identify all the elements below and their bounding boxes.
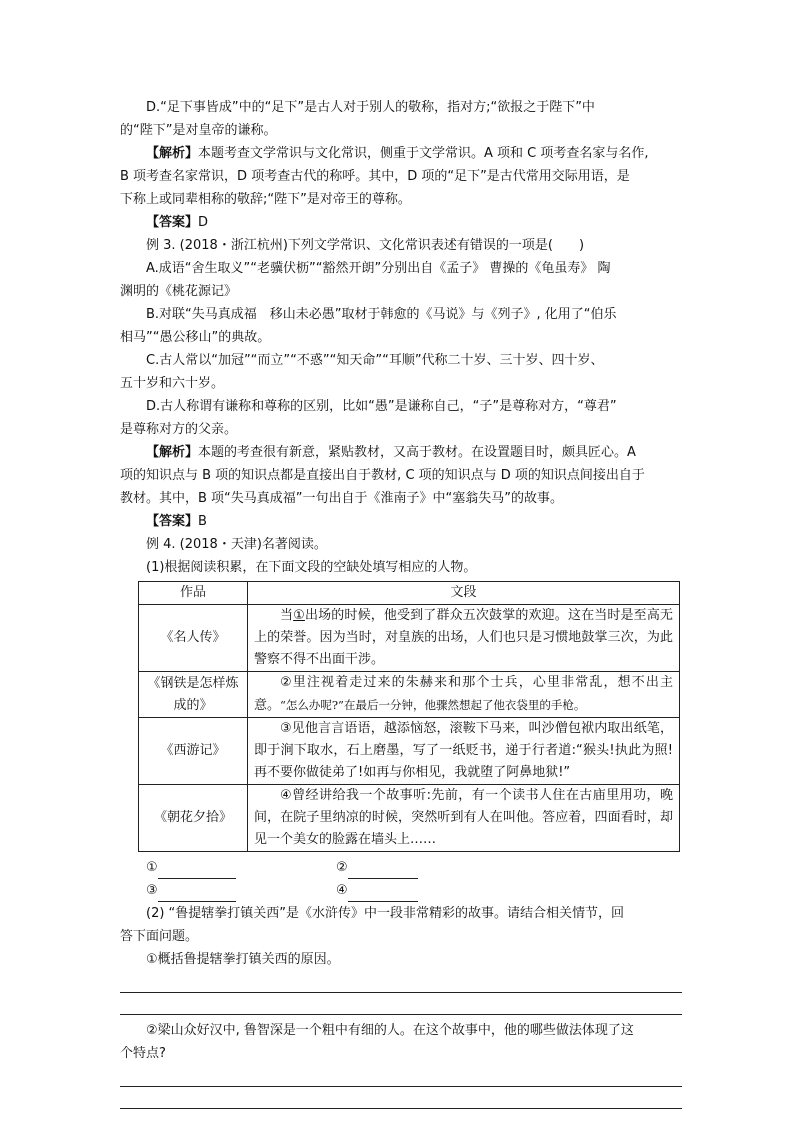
answer-1-value: D <box>198 215 209 230</box>
example-4-title: 例 4. (2018・天津)名著阅读。 <box>146 537 327 552</box>
passage-cell: ③见他言言语语，越添恼怒，滚鞍下马来，叫沙僧包袱内取出纸笔，即于涧下取水，石上磨墨，写了一纸贬书，递于行者道:“猴头!执此为照!再不要你做徒弟了!如再与你相见，我就堕了阿鼻地狱!” <box>248 718 680 785</box>
ex3-option-c-1: C.古人常以“加冠”“而立”“不惑”“知天命”“耳顺”代称二十岁、三十岁、四十岁、 <box>146 353 604 368</box>
work-cell: 《名人传》 <box>139 605 248 672</box>
answer-blank[interactable] <box>336 856 526 879</box>
ex3-answer-tag: 【答案】 <box>146 514 199 529</box>
ex3-option-c-2: 五十岁和六十岁。 <box>120 376 225 391</box>
analysis-1-line2: B 项考查名家常识，D 项考查古代的称呼。其中，D 项的“足下”是古代常用交际用语，是 <box>120 169 630 184</box>
example-3-title: 例 3. (2018・浙江杭州)下列文学常识、文化常识表述有错误的一项是( ) <box>146 238 585 253</box>
document-page <box>120 96 682 1109</box>
ex3-answer-value: B <box>198 514 207 529</box>
works-table <box>138 581 680 852</box>
blank-label: ① <box>146 860 158 875</box>
answer-line[interactable] <box>120 971 682 993</box>
analysis-1-line3: 下称上或同辈相称的敬辞;“陛下”是对帝王的尊称。 <box>120 192 411 207</box>
blank-line <box>348 864 418 879</box>
table-row <box>139 605 680 672</box>
answer-blanks-row1 <box>146 856 682 879</box>
blank-label: ④ <box>336 883 348 898</box>
answer-tag: 【答案】 <box>146 215 199 230</box>
ex3-option-d-2: 是尊称对方的父亲。 <box>120 422 238 437</box>
blank-line <box>348 887 418 902</box>
header-work: 作品 <box>139 582 248 605</box>
analysis-1-text: 本题考查文学常识与文化常识，侧重于文学常识。A 项和 C 项考查名家与名作, <box>198 146 649 161</box>
work-cell: 《钢铁是怎样炼成的》 <box>139 672 248 718</box>
ex3-option-d-1: D.古人称谓有谦称和尊称的区别，比如“愚”是谦称自己，“子”是尊称对方，“尊君” <box>146 399 617 414</box>
ex4-question-2b-line1: ②梁山众好汉中, 鲁智深是一个粗中有细的人。在这个故事中，他的哪些做法体现了这 <box>146 1023 634 1038</box>
blank-label: ③ <box>146 883 158 898</box>
passage-text: 出场的时候，他受到了群众五次鼓掌的欢迎。这在当时是至高无上的荣誉。因为当时，对皇族的出场，人们也只是习惯地鼓掌三次，为此警察不得不出面干涉。 <box>254 608 673 667</box>
ex4-question-1: (1)根据阅读积累，在下面文段的空缺处填写相应的人物。 <box>146 560 477 575</box>
ex3-option-b-1: B.对联“失马真成福 移山未必愚”取材于韩愈的《马说》与《列子》, 化用了“伯乐 <box>146 307 617 322</box>
analysis-1 <box>120 142 682 165</box>
answer-line[interactable] <box>120 1087 682 1109</box>
analysis-tag: 【解析】 <box>146 146 199 161</box>
table-header-row <box>139 582 680 605</box>
ex3-option-a-1: A.成语“舍生取义”“老骥伏枥”“豁然开朗”分别出自《孟子》 曹操的《龟虽寿》 陶 <box>146 261 611 276</box>
table-row <box>139 785 680 852</box>
ex3-analysis-line3: 教材。其中，B 项“失马真成福”一句出自于《淮南子》中“塞翁失马”的故事。 <box>120 491 563 506</box>
ex4-question-2a: ①概括鲁提辖拳打镇关西的原因。 <box>146 952 340 967</box>
passage-text-small: “怎么办呢?”在最后一分钟，他骤然想起了他衣袋里的手枪。 <box>280 698 586 712</box>
passage-text: 当 <box>280 608 294 623</box>
blank-marker: ① <box>293 608 305 623</box>
ex3-analysis-tag: 【解析】 <box>146 445 199 460</box>
passage-cell: ④曾经讲给我一个故事听:先前，有一个读书人住在古庙里用功，晚间，在院子里纳凉的时候，突然听到有人在叫他。答应着，四面看时，却见一个美女的脸露在墙头上…… <box>248 785 680 852</box>
ex3-option-b-2: 相马”“愚公移山”的典故。 <box>120 330 271 345</box>
option-d-line2: 的“陛下”是对皇帝的谦称。 <box>120 123 277 138</box>
answer-blanks-row2 <box>146 879 682 902</box>
table-row <box>139 718 680 785</box>
ex3-analysis-line2: 项的知识点与 B 项的知识点都是直接出自于教材, C 项的知识点与 D 项的知识点间接出自于 <box>120 468 645 483</box>
answer-line[interactable] <box>120 993 682 1015</box>
answer-blank[interactable] <box>146 879 336 902</box>
answer-blank[interactable] <box>146 856 336 879</box>
blank-line <box>158 887 236 902</box>
answer-1 <box>120 211 682 234</box>
passage-cell <box>248 672 680 718</box>
header-passage: 文段 <box>248 582 680 605</box>
ex3-analysis-text: 本题的考查很有新意，紧贴教材，又高于教材。在设置题目时，颇具匠心。A <box>198 445 636 460</box>
blank-line <box>158 864 236 879</box>
answer-line[interactable] <box>120 1065 682 1087</box>
work-cell: 《西游记》 <box>139 718 248 785</box>
work-cell: 《朝花夕拾》 <box>139 785 248 852</box>
answer-blank[interactable] <box>336 879 526 902</box>
table-row <box>139 672 680 718</box>
ex4-question-2-line2: 答下面问题。 <box>120 929 199 944</box>
passage-cell <box>248 605 680 672</box>
passage-text: ②里注视着走过来的朱赫来和那个士兵，心里非常乱，想不出主意。 <box>254 675 673 713</box>
blank-label: ② <box>336 860 348 875</box>
option-d-line1: D.“足下事皆成”中的“足下”是古人对于别人的敬称，指对方;“欲报之于陛下”中 <box>146 100 595 115</box>
ex4-question-2b-line2: 个特点? <box>120 1046 166 1061</box>
ex3-analysis <box>120 441 682 464</box>
ex3-option-a-2: 渊明的《桃花源记》 <box>120 284 238 299</box>
ex4-question-2-line1: (2) “鲁提辖拳打镇关西”是《水浒传》中一段非常精彩的故事。请结合相关情节，回 <box>146 906 625 921</box>
ex3-answer <box>120 510 682 533</box>
